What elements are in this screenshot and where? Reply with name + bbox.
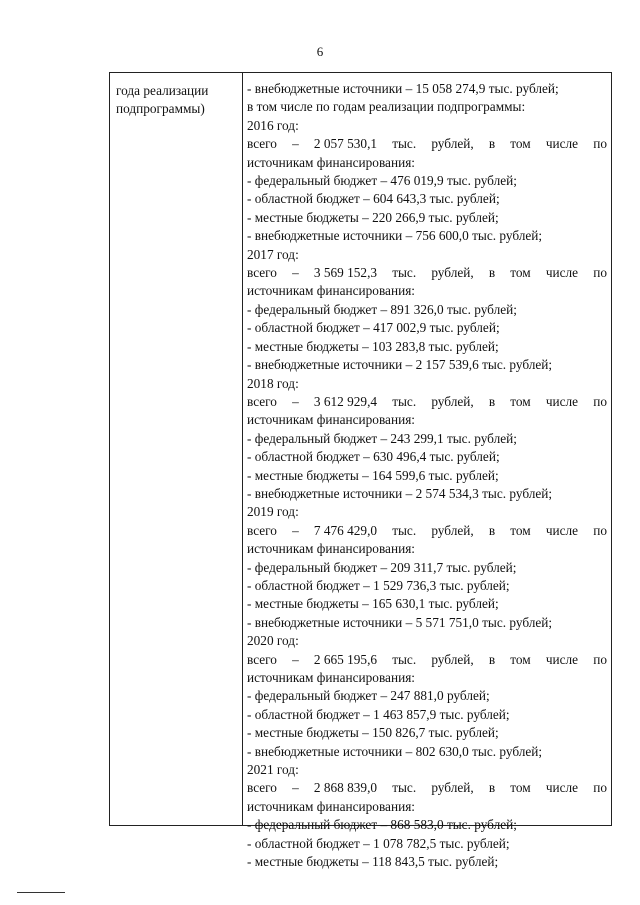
- funding-item: - внебюджетные источники – 2 574 534,3 тыс. рублей;: [247, 485, 553, 501]
- sources-label: источникам финансирования:: [247, 412, 416, 428]
- funding-item: - местные бюджеты – 150 826,7 тыс. рублей;: [247, 725, 499, 741]
- year-heading: 2020 год:: [247, 633, 299, 649]
- total-word: числе: [545, 393, 579, 409]
- total-word: в: [488, 265, 496, 281]
- funding-item: - областной бюджет – 1 529 736,3 тыс. рублей;: [247, 577, 510, 593]
- funding-item: - местные бюджеты – 220 266,9 тыс. рублей;: [247, 209, 499, 225]
- funding-item: - областной бюджет – 604 643,3 тыс. рублей;: [247, 191, 500, 207]
- funding-item: - федеральный бюджет – 891 326,0 тыс. рублей;: [247, 301, 517, 317]
- year-heading: 2016 год:: [247, 117, 299, 133]
- total-word: числе: [545, 136, 579, 152]
- year-heading: 2019 год:: [247, 504, 299, 520]
- total-word: в: [488, 522, 496, 538]
- total-word: всего: [247, 780, 277, 796]
- total-word: 2 665 195,6: [313, 651, 378, 667]
- total-word: 2 868 839,0: [313, 780, 378, 796]
- intro-line: - внебюджетные источники – 15 058 274,9 тыс. рублей;: [247, 81, 559, 96]
- total-word: том: [510, 780, 531, 796]
- total-word: –: [292, 780, 299, 796]
- total-word: рублей,: [431, 393, 474, 409]
- total-word: по: [593, 651, 607, 667]
- total-word: том: [510, 651, 531, 667]
- total-word: тыс.: [392, 393, 417, 409]
- total-word: –: [292, 522, 299, 538]
- total-word: по: [593, 780, 607, 796]
- total-word: всего: [247, 265, 277, 281]
- funding-item: - федеральный бюджет – 243 299,1 тыс. рублей;: [247, 430, 517, 446]
- total-word: числе: [545, 522, 579, 538]
- sources-label: источникам финансирования:: [247, 798, 416, 814]
- year-heading: 2017 год:: [247, 246, 299, 262]
- total-word: –: [292, 393, 299, 409]
- funding-item: - местные бюджеты – 118 843,5 тыс. рублей;: [247, 854, 499, 870]
- total-word: по: [593, 136, 607, 152]
- total-word: всего: [247, 522, 277, 538]
- label-column: [110, 73, 243, 825]
- sources-label: источникам финансирования:: [247, 541, 416, 557]
- total-word: том: [510, 522, 531, 538]
- content-column: [243, 73, 611, 870]
- total-word: тыс.: [392, 522, 417, 538]
- funding-item: - федеральный бюджет – 247 881,0 рублей;: [247, 688, 490, 704]
- total-word: всего: [247, 651, 277, 667]
- funding-item: - местные бюджеты – 103 283,8 тыс. рублей;: [247, 338, 499, 354]
- total-word: рублей,: [431, 265, 474, 281]
- year-total-line: [247, 651, 607, 669]
- year-total-line: [247, 779, 607, 797]
- total-word: в: [488, 393, 496, 409]
- total-word: по: [593, 393, 607, 409]
- total-word: в: [488, 780, 496, 796]
- sources-label: источникам финансирования:: [247, 670, 416, 685]
- funding-item: - внебюджетные источники – 756 600,0 тыс. рублей;: [247, 228, 543, 244]
- sources-label: источникам финансирования:: [247, 283, 416, 299]
- funding-item: - местные бюджеты – 164 599,6 тыс. рублей;: [247, 467, 499, 483]
- total-word: том: [510, 393, 531, 409]
- total-word: всего: [247, 393, 277, 409]
- funding-item: - внебюджетные источники – 5 571 751,0 тыс. рублей;: [247, 614, 553, 630]
- total-word: рублей,: [431, 136, 474, 152]
- funding-item: - местные бюджеты – 165 630,1 тыс. рублей;: [247, 596, 499, 612]
- total-word: в: [488, 136, 496, 152]
- sources-label: источникам финансирования:: [247, 154, 416, 170]
- total-word: –: [292, 265, 299, 281]
- year-total-line: [247, 393, 607, 411]
- year-total-line: [247, 264, 607, 282]
- total-word: рублей,: [431, 780, 474, 796]
- total-word: числе: [545, 780, 579, 796]
- funding-item: - областной бюджет – 1 463 857,9 тыс. рублей;: [247, 706, 510, 722]
- total-word: тыс.: [392, 651, 417, 667]
- funding-item: - областной бюджет – 630 496,4 тыс. рублей;: [247, 449, 500, 465]
- total-word: том: [510, 136, 531, 152]
- total-word: в: [488, 651, 496, 667]
- total-word: 7 476 429,0: [313, 522, 378, 538]
- total-word: –: [292, 651, 299, 667]
- funding-item: - федеральный бюджет – 209 311,7 тыс. рублей;: [247, 559, 517, 575]
- year-heading: 2018 год:: [247, 375, 299, 391]
- total-word: рублей,: [431, 651, 474, 667]
- total-word: всего: [247, 136, 277, 152]
- funding-item: - областной бюджет – 1 078 782,5 тыс. рублей;: [247, 835, 510, 851]
- total-word: тыс.: [392, 265, 417, 281]
- label-line: подпрограммы): [116, 101, 205, 117]
- total-word: 3 569 152,3: [313, 265, 378, 281]
- funding-item: - внебюджетные источники – 2 157 539,6 тыс. рублей;: [247, 357, 553, 373]
- total-word: числе: [545, 651, 579, 667]
- footer-rule: [17, 892, 65, 893]
- funding-item: - федеральный бюджет – 868 583,0 тыс. рублей;: [247, 817, 517, 833]
- intro-line: в том числе по годам реализации подпрограммы:: [247, 99, 526, 115]
- funding-item: - областной бюджет – 417 002,9 тыс. рублей;: [247, 320, 500, 336]
- total-word: по: [593, 265, 607, 281]
- year-total-line: [247, 522, 607, 540]
- total-word: –: [292, 136, 299, 152]
- total-word: 2 057 530,1: [313, 136, 378, 152]
- total-word: рублей,: [431, 522, 474, 538]
- funding-item: - внебюджетные источники – 802 630,0 тыс. рублей;: [247, 743, 543, 759]
- total-word: тыс.: [392, 136, 417, 152]
- total-word: по: [593, 522, 607, 538]
- year-heading: 2021 год:: [247, 762, 299, 778]
- year-total-line: [247, 135, 607, 153]
- funding-item: - федеральный бюджет – 476 019,9 тыс. рублей;: [247, 173, 517, 189]
- page-number: 6: [316, 44, 324, 59]
- label-line: года реализации: [116, 83, 209, 98]
- total-word: тыс.: [392, 780, 417, 796]
- total-word: том: [510, 265, 531, 281]
- total-word: 3 612 929,4: [313, 393, 378, 409]
- program-table: [109, 72, 612, 870]
- total-word: числе: [545, 265, 579, 281]
